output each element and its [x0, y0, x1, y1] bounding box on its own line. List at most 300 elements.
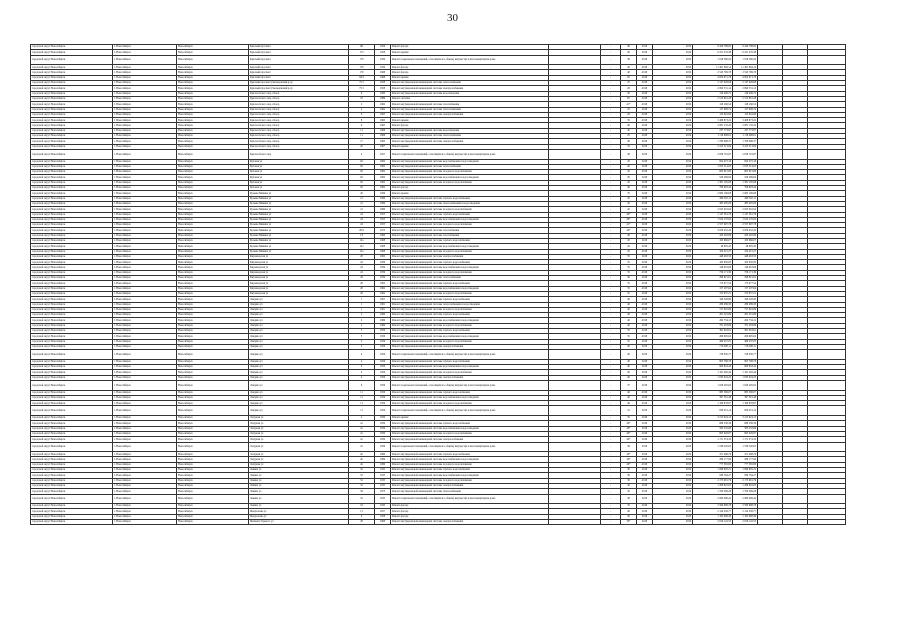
cell-year: 1961 — [375, 307, 391, 312]
cell-city: г. Новосибирск — [113, 457, 177, 462]
cell-y1: 2018 — [637, 426, 653, 431]
cell-okrug: городской округ Новосибирск — [31, 196, 113, 201]
cell-year: 1962 — [375, 139, 391, 144]
cell-y1: 2018 — [637, 318, 653, 323]
cell-house: 24 — [349, 212, 375, 217]
cell-city: г. Новосибирск — [113, 207, 177, 212]
cell-okrug: городской округ Новосибирск — [31, 244, 113, 249]
cell-city: г. Новосибирск — [113, 381, 177, 391]
cell-m1: - — [601, 112, 621, 117]
cell-okrug: городской округ Новосибирск — [31, 395, 113, 400]
cell-city: г. Новосибирск — [113, 302, 177, 307]
cell-m1: - — [601, 313, 621, 318]
cell-year: 1956 — [375, 350, 391, 360]
cell-v1: 262 734,12 — [693, 318, 733, 323]
cell-work: Ремонт подвальных помещений, относящихся к общему имуществу в многоквартирном доме — [391, 350, 549, 360]
cell-y1: 2018 — [637, 107, 653, 112]
cell-y2: 2019 — [653, 297, 693, 302]
cell-v2: 499 316,11 — [733, 196, 758, 201]
cell-house: 12а — [349, 238, 375, 243]
cell-street: Ленина ул — [249, 483, 349, 488]
cell-district: Новосибирск — [177, 228, 249, 233]
cell-m2: 30 — [621, 473, 637, 478]
cell-year: 1957 — [375, 509, 391, 514]
cell-street: Краснообского пер, 24 кор — [249, 107, 349, 112]
cell-work: Ремонт внутридомовой инженерной системы водоснабжения и водоотведения — [391, 286, 549, 291]
cell-v1: 2 023 016,94 — [693, 207, 733, 212]
cell-district: Новосибирск — [177, 489, 249, 494]
cell-district: Новосибирск — [177, 473, 249, 478]
cell-v1: 756 171,39 — [693, 270, 733, 275]
cell-v2: 526 269,84 — [733, 175, 758, 180]
cell-m2: 40 — [621, 307, 637, 312]
cell-okrug: городской округ Новосибирск — [31, 128, 113, 133]
cell-street: Краснообского пер — [249, 149, 349, 159]
cell-m1: - — [601, 91, 621, 96]
cell-v2: 1 171 374,32 — [733, 437, 758, 442]
cell-y2: 2019 — [653, 191, 693, 196]
cell-okrug: городской округ Новосибирск — [31, 478, 113, 483]
cell-v1: 2 081 132,42 — [693, 123, 733, 128]
cell-city: г. Новосибирск — [113, 75, 177, 80]
cell-v1: 123 616,90 — [693, 112, 733, 117]
cell-city: г. Новосибирск — [113, 238, 177, 243]
cell-city: г. Новосибирск — [113, 504, 177, 509]
cell-m2: 40 — [621, 65, 637, 70]
cell-v1: 163 666,07 — [693, 238, 733, 243]
cell-m2: 25 — [621, 134, 637, 139]
cell-v2: 1 790 098,37 — [733, 139, 758, 144]
cell-v1: 1 790 098,37 — [693, 139, 733, 144]
cell-district: Новосибирск — [177, 128, 249, 133]
cell-okrug: городской округ Новосибирск — [31, 520, 113, 525]
cell-m2: 30* — [621, 520, 637, 525]
cell-street: Ленина ул — [249, 504, 349, 509]
cell-y1: 2018 — [637, 233, 653, 238]
cell-y2: 2019 — [653, 350, 693, 360]
cell-year: 1955 — [375, 223, 391, 228]
cell-work: Ремонт фасада — [391, 45, 549, 50]
cell-m1: - — [601, 265, 621, 270]
cell-street: Кузьмы Минина ул — [249, 196, 349, 201]
cell-okrug: городской округ Новосибирск — [31, 45, 113, 50]
cell-house: 2 — [349, 318, 375, 323]
cell-house: 161 — [349, 45, 375, 50]
cell-v1: 1 700 299,28 — [693, 489, 733, 494]
cell-city: г. Новосибирск — [113, 437, 177, 442]
table-row — [31, 350, 846, 360]
cell-m1: - — [601, 70, 621, 75]
cell-house: 11 — [349, 134, 375, 139]
cell-m2: 40* — [621, 426, 637, 431]
cell-house: 2 — [349, 107, 375, 112]
cell-v1: 423 292,99 — [693, 233, 733, 238]
cell-v2: 262 734,12 — [733, 318, 758, 323]
cell-work: Ремонт внутридомовой инженерной системы электроснабжения — [391, 112, 549, 117]
cell-okrug: городской округ Новосибирск — [31, 107, 113, 112]
cell-house: 92 — [349, 164, 375, 169]
cell-y1: 2018 — [637, 339, 653, 344]
cell-work: Ремонт внутридомовой инженерной системы горячего водоснабжения — [391, 390, 549, 395]
cell-street: Кубовая ул — [249, 164, 349, 169]
cell-district: Новосибирск — [177, 291, 249, 296]
cell-work: Ремонт подвальных помещений, относящихся к общему имуществу в многоквартирном доме — [391, 55, 549, 65]
cell-district: Новосибирск — [177, 286, 249, 291]
cell-m1: - — [601, 65, 621, 70]
cell-okrug: городской округ Новосибирск — [31, 86, 113, 91]
cell-y2: 2019 — [653, 254, 693, 259]
cell-v1: 1 538 520,65 — [693, 442, 733, 452]
cell-house: 75/1 — [349, 86, 375, 91]
cell-v2: 1 914 170,92 — [733, 217, 758, 222]
cell-y2: 2019 — [653, 238, 693, 243]
cell-v2: 48 805,43 — [733, 244, 758, 249]
cell-v1: 603 615,80 — [693, 170, 733, 175]
cell-v1: 1 147 561,76 — [693, 212, 733, 217]
cell-work: Ремонт системы — [391, 96, 549, 101]
cell-m2: 30 — [621, 175, 637, 180]
cell-m1: - — [601, 395, 621, 400]
cell-district: Новосибирск — [177, 139, 249, 144]
cell-v2: 1 289 822,03 — [733, 483, 758, 488]
cell-y1: 2018 — [637, 260, 653, 265]
cell-year: 1961 — [375, 297, 391, 302]
cell-work: Ремонт внутридомовой инженерной системы водоотведения — [391, 128, 549, 133]
cell-okrug: городской округ Новосибирск — [31, 191, 113, 196]
cell-city: г. Новосибирск — [113, 318, 177, 323]
cell-year: 1956 — [375, 370, 391, 375]
cell-y2: 2019 — [653, 473, 693, 478]
cell-okrug: городской округ Новосибирск — [31, 457, 113, 462]
cell-street: Ленина ул — [249, 478, 349, 483]
cell-y2: 2019 — [653, 483, 693, 488]
cell-work: Ремонт внутридомовой инженерной системы горячего водоснабжения — [391, 281, 549, 286]
cell-v1: 8 429 788,82 — [693, 45, 733, 50]
cell-street: Красный проспект — [249, 45, 349, 50]
cell-okrug: городской округ Новосибирск — [31, 442, 113, 452]
cell-year: 1959 — [375, 421, 391, 426]
cell-y2: 2019 — [653, 86, 693, 91]
cell-v1: 126 166,54 — [693, 102, 733, 107]
cell-district: Новосибирск — [177, 86, 249, 91]
cell-city: г. Новосибирск — [113, 223, 177, 228]
cell-year: 1955 — [375, 212, 391, 217]
cell-district: Новосибирск — [177, 323, 249, 328]
cell-m1: - — [601, 128, 621, 133]
cell-work: Ремонт внутридомовой инженерной системы газоснабжения — [391, 102, 549, 107]
cell-street: Ландяна ул — [249, 339, 349, 344]
cell-v2: 2 682 196,68 — [733, 191, 758, 196]
cell-y1: 2018 — [637, 334, 653, 339]
cell-y2: 2019 — [653, 112, 693, 117]
cell-district: Новосибирск — [177, 437, 249, 442]
cell-district: Новосибирск — [177, 75, 249, 80]
cell-house: 2в — [349, 457, 375, 462]
cell-house: 179 — [349, 70, 375, 75]
cell-m2: 35 — [621, 191, 637, 196]
cell-city: г. Новосибирск — [113, 196, 177, 201]
cell-street: Ландяна ул — [249, 297, 349, 302]
cell-y1: 2018 — [637, 134, 653, 139]
cell-m2: 35 — [621, 281, 637, 286]
cell-work: Ремонт внутридомовой инженерной системы теплоснабжения — [391, 81, 549, 86]
cell-v2: 2 819 142,53 — [733, 520, 758, 525]
cell-okrug: городской округ Новосибирск — [31, 118, 113, 123]
cell-v1: 237 773,87 — [693, 128, 733, 133]
cell-district: Новосибирск — [177, 81, 249, 86]
cell-year: 1962 — [375, 107, 391, 112]
cell-v2: 126 166,54 — [733, 102, 758, 107]
cell-y1: 2018 — [637, 313, 653, 318]
cell-year: 1962 — [375, 170, 391, 175]
cell-city: г. Новосибирск — [113, 86, 177, 91]
cell-v1: 1 161 292,44 — [693, 370, 733, 375]
cell-empty — [549, 381, 601, 391]
table-row — [31, 406, 846, 416]
cell-v1: 585 252,86 — [693, 426, 733, 431]
cell-m2: 40* — [621, 452, 637, 457]
cell-street: Ленина ул — [249, 473, 349, 478]
cell-district: Новосибирск — [177, 270, 249, 275]
cell-city: г. Новосибирск — [113, 186, 177, 191]
cell-m2: 40 — [621, 318, 637, 323]
cell-y2: 2019 — [653, 228, 693, 233]
cell-y1: 2018 — [637, 302, 653, 307]
cell-v2: 469 437,05 — [733, 339, 758, 344]
cell-work: Ремонт внутридомовой инженерной системы электроснабжения — [391, 344, 549, 349]
cell-m1: - — [601, 431, 621, 436]
cell-m1: - — [601, 350, 621, 360]
cell-y2: 2019 — [653, 134, 693, 139]
cell-okrug: городской округ Новосибирск — [31, 276, 113, 281]
cell-work: Ремонт внутридомовой инженерной системы холодного водоснабжения — [391, 180, 549, 185]
cell-street: Кузьмы Минина ул — [249, 191, 349, 196]
cell-year: 1968 — [375, 75, 391, 80]
cell-y1: 2018 — [637, 201, 653, 206]
cell-okrug: городской округ Новосибирск — [31, 297, 113, 302]
cell-okrug: городской округ Новосибирск — [31, 81, 113, 86]
cell-m1: - — [601, 426, 621, 431]
cell-v2: 163 666,07 — [733, 238, 758, 243]
cell-y2: 2019 — [653, 207, 693, 212]
cell-v1: 1 118 098,61 — [693, 134, 733, 139]
cell-street: Лазурная ул — [249, 426, 349, 431]
cell-year: 1968 — [375, 520, 391, 525]
cell-street: Ландяна ул — [249, 329, 349, 334]
cell-v2: 796 993,44 — [733, 186, 758, 191]
cell-house: 4 — [349, 514, 375, 519]
cell-y1: 2018 — [637, 307, 653, 312]
cell-city: г. Новосибирск — [113, 134, 177, 139]
cell-city: г. Новосибирск — [113, 254, 177, 259]
cell-y1: 2018 — [637, 323, 653, 328]
cell-okrug: городской округ Новосибирск — [31, 149, 113, 159]
cell-y2: 2019 — [653, 233, 693, 238]
cell-v2: 391 618,91 — [733, 329, 758, 334]
cell-m2: 35 — [621, 286, 637, 291]
cell-city: г. Новосибирск — [113, 395, 177, 400]
cell-okrug: городской округ Новосибирск — [31, 70, 113, 75]
cell-district: Новосибирск — [177, 329, 249, 334]
cell-city: г. Новосибирск — [113, 260, 177, 265]
cell-okrug: городской округ Новосибирск — [31, 286, 113, 291]
cell-street: Ландяна ул — [249, 395, 349, 400]
cell-y2: 2019 — [653, 270, 693, 275]
cell-y2: 2019 — [653, 50, 693, 55]
cell-okrug: городской округ Новосибирск — [31, 112, 113, 117]
cell-city: г. Новосибирск — [113, 462, 177, 467]
cell-y1: 2018 — [637, 291, 653, 296]
cell-house: 20 — [349, 144, 375, 149]
cell-m1: - — [601, 489, 621, 494]
cell-m2: 35 — [621, 118, 637, 123]
cell-m2: 35 — [621, 329, 637, 334]
cell-house: 52 — [349, 478, 375, 483]
cell-city: г. Новосибирск — [113, 468, 177, 473]
cell-m2: 35 — [621, 504, 637, 509]
cell-v2: 2 173 991,79 — [733, 478, 758, 483]
cell-work: Ремонт внутридомовой инженерной системы водоснабжения и водоотведения — [391, 473, 549, 478]
cell-v2: 1 381 195,08 — [733, 180, 758, 185]
cell-m2: 40 — [621, 128, 637, 133]
cell-okrug: городской округ Новосибирск — [31, 233, 113, 238]
cell-v2: 688 338,36 — [733, 421, 758, 426]
cell-v2: 6 251 276,38 — [733, 50, 758, 55]
cell-okrug: городской округ Новосибирск — [31, 323, 113, 328]
cell-okrug: городской округ Новосибирск — [31, 144, 113, 149]
cell-empty — [783, 494, 808, 504]
cell-work: Ремонт внутридомовой инженерной системы горячего водоснабжения — [391, 313, 549, 318]
cell-house: 1/3 — [349, 233, 375, 238]
cell-street: Ландяна ул — [249, 359, 349, 364]
cell-year: 1969 — [375, 323, 391, 328]
cell-city: г. Новосибирск — [113, 390, 177, 395]
cell-work: Ремонт внутридомовой инженерной системы водоснабжения и водоотведения — [391, 457, 549, 462]
cell-y1: 2018 — [637, 329, 653, 334]
cell-year: 1959 — [375, 260, 391, 265]
cell-year: 1962 — [375, 175, 391, 180]
cell-v2: 2 557 697,78 — [733, 223, 758, 228]
cell-m1: - — [601, 170, 621, 175]
cell-m1: - — [601, 323, 621, 328]
cell-year: 1935 — [375, 478, 391, 483]
cell-street: Ландяна ул — [249, 344, 349, 349]
cell-okrug: городской округ Новосибирск — [31, 416, 113, 421]
cell-year: 1956 — [375, 406, 391, 416]
cell-work: Ремонт внутридомовой инженерной системы электроснабжения — [391, 437, 549, 442]
cell-house: 9 — [349, 123, 375, 128]
cell-y1: 2018 — [637, 350, 653, 360]
cell-y2: 2019 — [653, 45, 693, 50]
cell-empty — [808, 350, 846, 360]
cell-district: Новосибирск — [177, 207, 249, 212]
cell-house: 3 — [349, 339, 375, 344]
cell-m1: - — [601, 159, 621, 164]
cell-y1: 2018 — [637, 365, 653, 370]
cell-y2: 2019 — [653, 265, 693, 270]
cell-street: Краснообского пер, 24 кор — [249, 112, 349, 117]
cell-m1: - — [601, 442, 621, 452]
cell-m2: 35 — [621, 291, 637, 296]
cell-y2: 2019 — [653, 159, 693, 164]
cell-y1: 2018 — [637, 270, 653, 275]
cell-street: Лазурная ул — [249, 437, 349, 442]
cell-city: г. Новосибирск — [113, 514, 177, 519]
cell-okrug: городской округ Новосибирск — [31, 260, 113, 265]
cell-m2: 26 — [621, 112, 637, 117]
cell-m1: - — [601, 302, 621, 307]
cell-city: г. Новосибирск — [113, 233, 177, 238]
cell-okrug: городской округ Новосибирск — [31, 421, 113, 426]
cell-v1: 1 069 905,21 — [693, 468, 733, 473]
cell-y1: 2018 — [637, 509, 653, 514]
cell-year: 1969 — [375, 201, 391, 206]
cell-y1: 2018 — [637, 457, 653, 462]
cell-okrug: городской округ Новосибирск — [31, 212, 113, 217]
cell-year: 1969 — [375, 452, 391, 457]
cell-district: Новосибирск — [177, 406, 249, 416]
cell-y1: 2018 — [637, 462, 653, 467]
cell-okrug: городской округ Новосибирск — [31, 180, 113, 185]
cell-district: Новосибирск — [177, 102, 249, 107]
cell-house: 26 — [349, 291, 375, 296]
cell-year: 1962 — [375, 291, 391, 296]
cell-m1: - — [601, 276, 621, 281]
cell-v1: 149 918,66 — [693, 265, 733, 270]
cell-district: Новосибирск — [177, 478, 249, 483]
cell-empty — [549, 442, 601, 452]
cell-house: 2 — [349, 416, 375, 421]
cell-district: Новосибирск — [177, 302, 249, 307]
cell-v1: 2 690 531,14 — [693, 86, 733, 91]
cell-street: Кубовая ул — [249, 170, 349, 175]
cell-street: Кузьмы Минина ул — [249, 238, 349, 243]
cell-street: Кирзаводская ул — [249, 254, 349, 259]
table-row — [31, 442, 846, 452]
cell-y2: 2019 — [653, 437, 693, 442]
cell-city: г. Новосибирск — [113, 191, 177, 196]
cell-okrug: городской округ Новосибирск — [31, 281, 113, 286]
cell-year: 1966 — [375, 134, 391, 139]
cell-y2: 2019 — [653, 426, 693, 431]
table-body — [31, 45, 846, 525]
cell-v2: 237 773,87 — [733, 128, 758, 133]
cell-m2: 30 — [621, 91, 637, 96]
cell-empty — [808, 149, 846, 159]
cell-v2: 289 177,84 — [733, 457, 758, 462]
cell-work: Ремонт внутридомовой инженерной системы холодного водоснабжения — [391, 401, 549, 406]
cell-y2: 2019 — [653, 339, 693, 344]
cell-empty — [808, 381, 846, 391]
cell-work: Ремонт подвальных помещений, относящихся к общему имуществу в многоквартирном доме — [391, 442, 549, 452]
cell-street: Кузьмы Минина ул — [249, 212, 349, 217]
cell-work: Ремонт внутридомовой инженерной системы горячего водоснабжения — [391, 452, 549, 457]
cell-y2: 2019 — [653, 96, 693, 101]
cell-m1: - — [601, 365, 621, 370]
cell-m1: - — [601, 260, 621, 265]
cell-v2: 163 650,85 — [733, 260, 758, 265]
cell-m1: - — [601, 509, 621, 514]
cell-year: 1969 — [375, 318, 391, 323]
capital-repair-register-table — [30, 44, 846, 525]
cell-v2: 905 768,76 — [733, 359, 758, 364]
cell-year: 1958 — [375, 514, 391, 519]
cell-okrug: городской округ Новосибирск — [31, 334, 113, 339]
cell-year: 1959 — [375, 431, 391, 436]
cell-okrug: городской округ Новосибирск — [31, 201, 113, 206]
cell-street: Ландяна ул — [249, 323, 349, 328]
cell-m1: - — [601, 478, 621, 483]
